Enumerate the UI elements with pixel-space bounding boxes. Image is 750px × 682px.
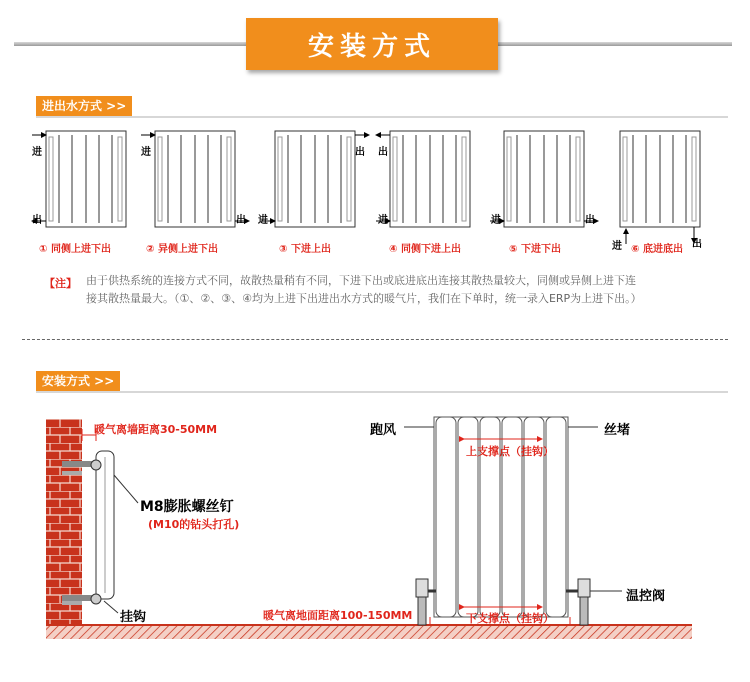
section-divider xyxy=(22,339,728,340)
label-out-3: 出 xyxy=(355,147,365,158)
connection-diagrams xyxy=(0,120,750,250)
upper-support-label: 上支撑点（挂钩） xyxy=(466,445,554,458)
note-marker: 【注】 xyxy=(44,277,77,290)
connection-label-6: ⑥ 底进底出 xyxy=(631,244,683,255)
hook-label: 挂钩 xyxy=(120,610,147,625)
section-tag-installation: 安装方式 >> xyxy=(36,371,120,391)
wall-distance-label: 暖气离墙距离30-50MM xyxy=(94,423,218,436)
label-in-1: 进 xyxy=(32,147,42,158)
valve-left xyxy=(416,579,428,597)
label-out-5: 出 xyxy=(585,215,595,226)
radiator-diagram-4 xyxy=(390,131,470,227)
radiator-diagram-6 xyxy=(620,131,700,227)
plug-label: 丝堵 xyxy=(604,423,631,438)
screw-label: M8膨胀螺丝钉 xyxy=(140,499,234,515)
label-in-6: 进 xyxy=(612,241,622,252)
air-vent-label: 跑风 xyxy=(370,423,397,438)
connection-label-2: ② 异侧上进下出 xyxy=(146,244,218,255)
radiator-diagram-5 xyxy=(504,131,584,227)
section-tag-underline xyxy=(36,116,728,118)
page-title: 安装方式 xyxy=(246,18,498,70)
radiator-diagram-3 xyxy=(275,131,355,227)
connection-label-3: ③ 下进上出 xyxy=(279,244,331,255)
connection-label-4: ④ 同侧下进上出 xyxy=(389,244,461,255)
radiator-diagram-1 xyxy=(46,131,126,227)
connection-label-5: ⑤ 下进下出 xyxy=(509,244,561,255)
floor-hatch xyxy=(46,625,692,639)
label-out-2: 出 xyxy=(236,215,246,226)
connection-label-1: ① 同侧上进下出 xyxy=(39,244,111,255)
radiator-diagram-2 xyxy=(155,131,235,227)
label-out-6: 出 xyxy=(692,239,702,250)
thermostatic-valve-label: 温控阀 xyxy=(626,589,666,604)
note-text-line-2: 接其散热量最大。（①、②、③、④均为上进下出进出水方式的暖气片，我们在下单时，统一录入ERP为上进下出。） xyxy=(86,292,642,305)
lower-support-label: 下支撑点（挂钩） xyxy=(466,612,554,625)
label-in-5: 进 xyxy=(491,215,501,226)
section-tag-underline-2 xyxy=(36,391,728,393)
note-text-line-1: 由于供热系统的连接方式不同，故散热量稍有不同，下进下出或底进底出连接其散热量较大，同侧或异侧上进下连 xyxy=(86,274,636,287)
label-out-4: 出 xyxy=(378,147,388,158)
label-in-2: 进 xyxy=(141,147,151,158)
label-out-1: 出 xyxy=(32,215,42,226)
section-tag-connection-methods: 进出水方式 >> xyxy=(36,96,132,116)
installation-illustration xyxy=(0,395,750,682)
label-in-4: 进 xyxy=(378,215,388,226)
floor-distance-label: 暖气离地面距离100-150MM xyxy=(263,609,413,622)
label-in-3: 进 xyxy=(258,215,268,226)
thermostatic-valve xyxy=(578,579,590,597)
screw-sub-label: (M10的钻头打孔) xyxy=(148,518,240,531)
